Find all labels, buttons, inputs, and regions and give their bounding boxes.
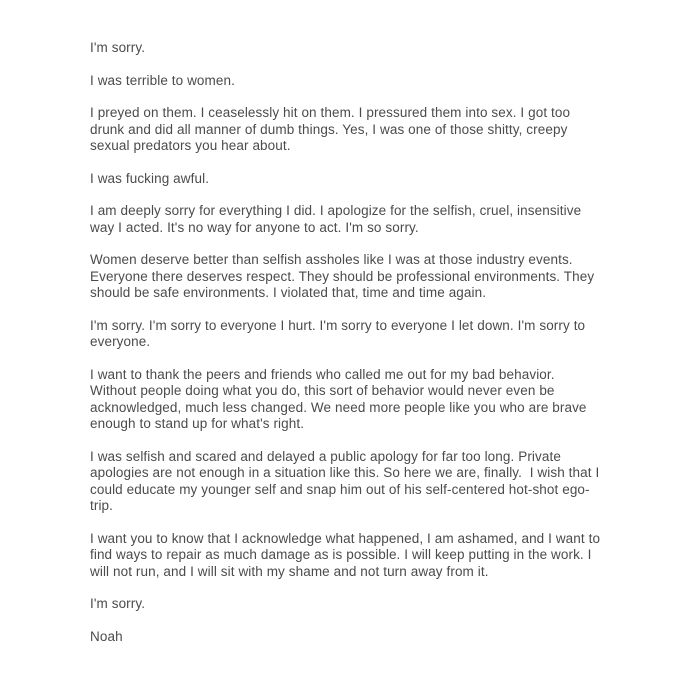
paragraph-sorry-to-everyone: I'm sorry. I'm sorry to everyone I hurt. I'm sorry to everyone I let down. I'm sorry to everyone.: [90, 317, 590, 349]
paragraph-women-deserve-better: Women deserve better than selfish assholes like I was at those industry events. Everyone there deserves respect. They should be professional environments. They should be safe environments. I violated that, time and time again.: [90, 252, 599, 300]
paragraph-self-assessment: I was fucking awful.: [90, 170, 210, 186]
paragraph-delayed-apology: I was selfish and scared and delayed a public apology for far too long. Private apologies are not enough in a situation like this. So here we are, finally. I wish that I could educate my younger self and snap him out of his self-centered hot-shot ego-trip.: [90, 448, 604, 513]
paragraph-acknowledgement: I want you to know that I acknowledge what happened, I am ashamed, and I want to find ways to repair as much damage as is possible. I will keep putting in the work. I will not run, and I will sit with my shame and not turn away from it.: [90, 530, 604, 579]
paragraph-opening-apology: I'm sorry.: [90, 40, 146, 55]
paragraph-deep-apology: I am deeply sorry for everything I did. I apologize for the selfish, cruel, insensitive way I acted. It's no way for anyone to act. I'm so sorry.: [90, 203, 586, 235]
paragraph-thanks-to-peers: I want to thank the peers and friends who called me out for my bad behavior. Without people doing what you do, this sort of behavior would never even be acknowledged, much less changed. We need more people like you who are brave enough to stand up for what's right.: [90, 366, 591, 431]
paragraph-confession-details: I preyed on them. I ceaselessly hit on them. I pressured them into sex. I got too drunk and did all manner of dumb things. Yes, I was one of those shitty, creepy sexual predators you hear about.: [90, 105, 574, 153]
letter-body: [90, 40, 602, 645]
paragraph-closing-apology: I'm sorry.: [90, 596, 146, 611]
paragraph-admission: I was terrible to women.: [90, 72, 235, 88]
signature: Noah: [90, 628, 123, 644]
